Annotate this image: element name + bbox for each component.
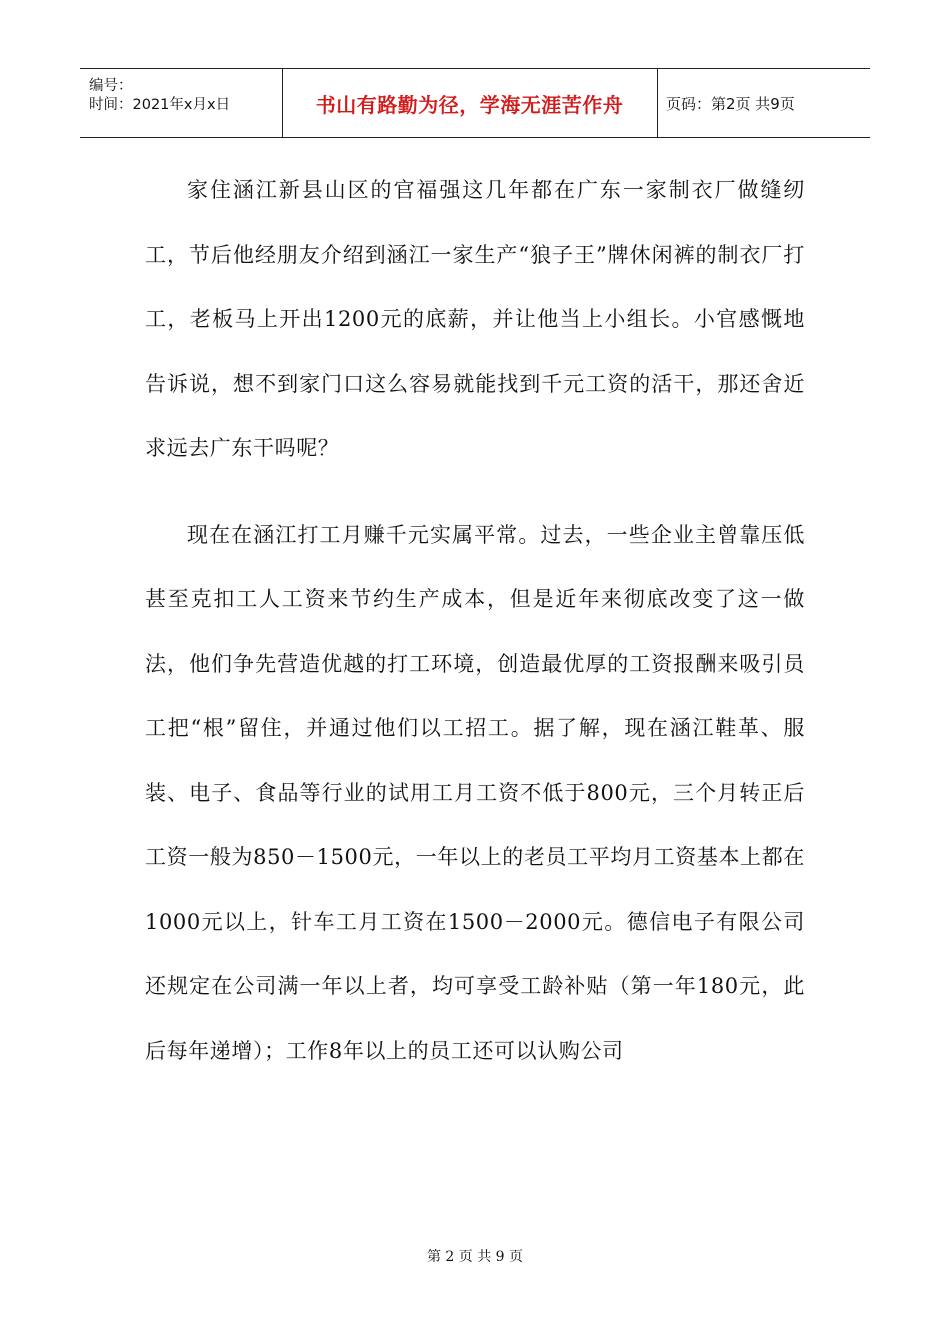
page-info-text: 页码：第2页 共9页 [666,94,795,113]
header-motto-cell [282,69,658,137]
document-body [145,158,805,1083]
page-header [80,68,870,138]
paragraph-1: 家住涵江新县山区的官福强这几年都在广东一家制衣厂做缝纫工，节后他经朋友介绍到涵江一家生产“狼子王”牌休闲裤的制衣厂打工，老板马上开出1200元的底薪，并让他当上小组长。小官感慨地告诉说，想不到家门口这么容易就能找到千元工资的活干，那还舍近求远去广东干吗呢？ [145,178,805,460]
header-meta-cell [80,69,283,137]
serial-number-label: 编号： [89,78,133,94]
motto-text: 书山有路勤为径，学海无涯苦作舟 [315,92,624,117]
paragraph-2: 现在在涵江打工月赚千元实属平常。过去，一些企业主曾靠压低甚至克扣工人工资来节约生产成本，但是近年来彻底改变了这一做法，他们争先营造优越的打工环境，创造最优厚的工资报酬来吸引员工把“根”留住，并通过他们以工招工。据了解，现在涵江鞋革、服装、电子、食品等行业的试用工月工资不低于800元，三个月转正后工资一般为850－1500元，一年以上的老员工平均月工资基本上都在1000元以上，针车工月工资在1500－2000元。德信电子有限公司还规定在公司满一年以上者，均可享受工龄补贴（第一年180元，此后每年递增）；工作8年以上的员工还可以认购公司 [145,522,805,1063]
time-label: 时间：2021年x月x日 [89,97,231,113]
page-footer: 第 2 页 共 9 页 [426,1249,524,1265]
header-page-cell [657,69,870,137]
